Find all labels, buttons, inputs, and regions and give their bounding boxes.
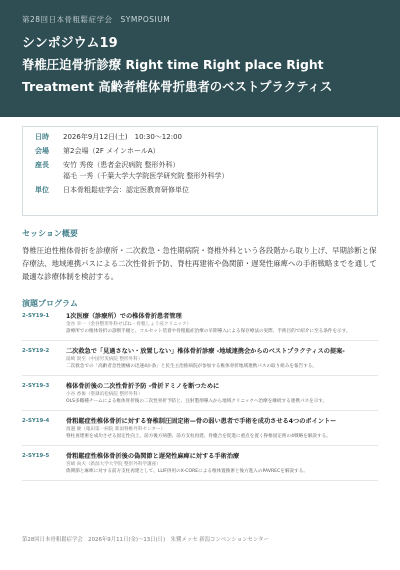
program-code: 2-SY19-1 — [22, 313, 50, 319]
program-item — [22, 312, 378, 341]
info-row-credits — [35, 185, 377, 196]
program-speaker: 宮﨑 尚夫（新潟大学大学院 整形外科学講座） — [66, 462, 161, 467]
program-item — [22, 347, 378, 376]
program-title: 骨粗鬆症性椎体骨折後の偽関節と遅発性麻痺に対する手術治療 — [66, 453, 240, 460]
info-value: 2026年9月12日(土) 10:30～12:00 — [63, 133, 182, 141]
program-description: 二次救急での「高齢者急性腰痛の迅速4か条」と民生主治推病院が参加する椎体骨折地域連携パスの取り組みを報告する。 — [66, 364, 317, 369]
program-heading: 演題プログラム — [22, 299, 78, 308]
info-row-venue — [35, 146, 377, 157]
info-label: 会場 — [35, 147, 49, 155]
info-row-datetime — [35, 132, 377, 143]
session-info-box — [22, 126, 378, 216]
program-item — [22, 382, 378, 411]
program-title: 1次医療（診療所）での椎体骨折患者管理 — [66, 313, 182, 320]
program-item — [22, 452, 378, 481]
program-title: 骨粗鬆症性椎体骨折に対する脊椎制圧固定術—骨の弱い患者で手術を成功させる4つのポイントー — [66, 418, 337, 425]
program-item — [22, 417, 378, 446]
overview-heading: セッション概要 — [22, 229, 78, 238]
info-label: 座長 — [35, 161, 49, 169]
overview-text: 脊椎圧迫性椎体骨折を診療所・二次救急・急性期病院・脊椎外科という各段階から取り上げ、早期診断と保存療法、地域連携パスによる二次性骨折予防、脊柱再建術や偽関節・遅発性麻痺への手術戦略までを通して最適な診療体制を検討する。 — [22, 246, 377, 281]
info-value: 福毛 一秀（千葉大学大学院医学研究院 整形外科学） — [63, 172, 229, 180]
program-speaker: 金谷 幸一（金谷整形外科せぼね・骨粗しょう症クリニック） — [66, 322, 192, 327]
program-speaker: 渡邉 慶（亀田第一病院 新潟脊椎外科センター） — [66, 427, 166, 432]
session-header — [0, 0, 400, 117]
program-code: 2-SY19-2 — [22, 348, 50, 354]
program-code: 2-SY19-5 — [22, 453, 50, 459]
program-title: 二次救急で「見過さない・放置しない」椎体骨折診療 -地域連携会からのベストプラクティスの提案- — [66, 348, 345, 355]
info-value: 日本骨粗鬆症学会：認定医教育研修単位 — [63, 186, 189, 194]
program-speaker: 湯崎 貴至（中国労災病院 整形外科） — [66, 357, 143, 362]
symposium-title-line-1: 脊椎圧迫骨折診療 Right time Right place Right — [22, 57, 324, 72]
info-label: 日時 — [35, 133, 49, 141]
program-title: 椎体骨折後の二次性骨折予防 -骨折ドミノを断つために — [66, 383, 220, 390]
program-description: 診療所での椎体骨折の診断手順と、コルセット装着や骨粗鬆症治療の早期導入による保存療法の実際、手術目的で紹介に至る条件を示す。 — [66, 329, 351, 334]
symposium-title-line-2: Treatment 高齢者椎体骨折患者のベストプラクティス — [22, 79, 333, 94]
program-list — [22, 312, 378, 487]
info-value: 安竹 秀俊（患者金沢病院 整形外科） — [63, 161, 180, 169]
info-label: 単位 — [35, 186, 49, 194]
program-description: OLS多職種チームによる椎体骨折後の二次性骨折予防と、注射製剤導入から地域クリニックへ治療を継続する連携パスを示す。 — [66, 399, 328, 404]
symposium-number: シンポジウム19 — [22, 36, 118, 51]
info-value: 第2会場（2F メインホールA） — [63, 147, 160, 155]
program-description: 偽関節と麻痺に対する前方支柱再建として、LLIF併用のX-COREによる椎体置換術と後方進入のPAVRECを解説する。 — [66, 469, 308, 474]
program-speaker: 小谷 香俊（聖隷浜松病院 整形外科） — [66, 392, 143, 397]
program-code: 2-SY19-3 — [22, 383, 50, 389]
program-description: 脊柱再建術を成功させる固定性向上、前方後方病態、前方支柱再建、骨癒合を促進に重点を置く脊椎固定術の4戦略を解説する。 — [66, 434, 331, 439]
program-code: 2-SY19-4 — [22, 418, 50, 424]
info-row-chairs — [35, 160, 377, 182]
conference-line: 第28回日本骨粗鬆症学会 SYMPOSIUM — [22, 15, 171, 24]
footer-text: 第28回日本骨粗鬆症学会 2026年9月11日(金)～13日(日) 朱鷺メッセ 新潟コンベンションセンター — [22, 537, 269, 543]
